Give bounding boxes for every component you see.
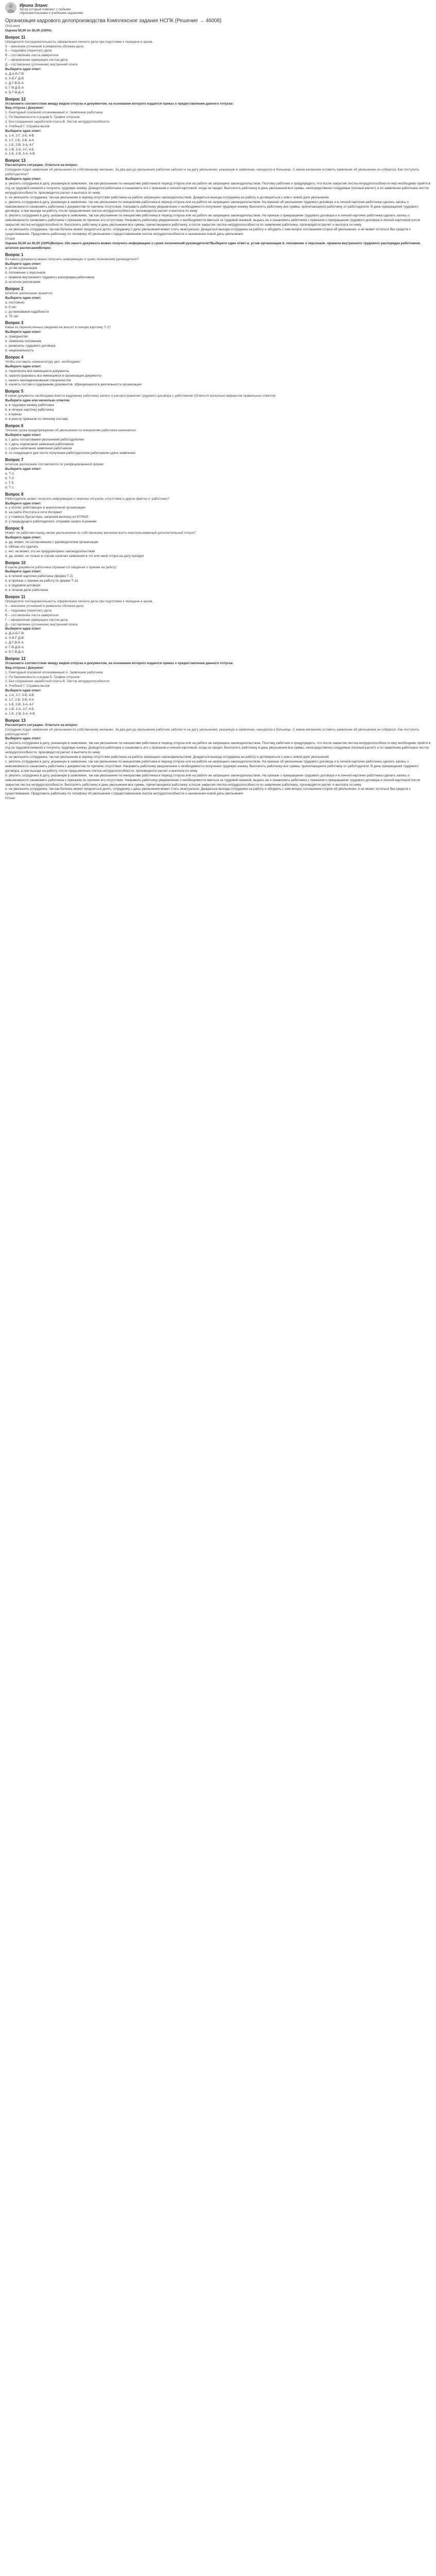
- question-text: Сотрудник подал заявление об увольнении по собственному желанию. За два дня до увольнения работник заболел и на дату увольнения, указанную в заявлении, находился в больнице. С каким желанием оставить заявление об увольнении он собрался. Как поступить работодателю?: [5, 168, 420, 177]
- question-block: [5, 718, 431, 801]
- answer-option[interactable]: d. у предыдущего работодателя, отправив запрос в режиме: [5, 520, 97, 524]
- question-title: Вопрос 2: [5, 286, 24, 292]
- question-text: 1. Ежегодный основной оплачиваемый А. Заявление работника: [5, 670, 103, 674]
- question-instruction: Рассмотрите ситуацию. Ответьте на вопрос:: [5, 723, 78, 727]
- question-text: Работодатель может получить информацию о перечне отпусков, отсутствии и других фактах о: работнике?: [5, 497, 170, 501]
- answer-option[interactable]: d. в реестр приказов по личному составу: [5, 417, 68, 421]
- question-text: В – составление листа-заверителя: [5, 613, 59, 617]
- question-block: [5, 656, 431, 717]
- choose-label: Выберите один ответ:: [5, 627, 42, 631]
- answer-option[interactable]: b. зарегистрировать все имеющиеся в организации документы: [5, 374, 102, 378]
- answer-option[interactable]: d. уволить сотрудника в дату, указанную в заявлении, так как увольнение по инициативе работника в период отпуска или на работе не запрещено законодательством. На приказе о прекращении трудового договора и в личной карточке работника сделать запись о невозможности ознакомить работника с приказом по причине его отсутствия. Направить работнику уведомление о необходимости явиться за трудовой книжкой, выдать ее и ознакомить работника с приказом о прекращении трудового договора и личной карточкой после закрытия листка нетрудоспособности. Выплатить работнику в день увольнения все суммы, причитающиеся работнику, а после закрытия листка нетрудоспособности по заявлению работника, производится расчет и выплата по нему: [5, 214, 421, 227]
- choose-label: Выберите один ответ:: [5, 262, 42, 266]
- answer-option[interactable]: b. в приказе о приеме на работу по форме Т-1а: [5, 579, 78, 583]
- question-instruction: Рассмотрите ситуацию. Ответьте на вопрос:: [5, 163, 78, 167]
- answer-option[interactable]: a. у коллег, работающих в аналогичной организации: [5, 506, 85, 510]
- question-text: Определите последовательность оформления личного дела при подготовке к передаче в архив.: [5, 599, 153, 603]
- question-text: 3. Без сохранения заработной платы В. Листок нетрудоспособности: [5, 120, 110, 124]
- question-block: [5, 252, 431, 285]
- question-title: Вопрос 12: [5, 656, 26, 661]
- question-block: [5, 320, 431, 353]
- answer-option[interactable]: d. 75 лет: [5, 314, 19, 318]
- choose-label: Выберите один ответ:: [5, 296, 42, 300]
- answer-option[interactable]: a. в трудовую книжку работника: [5, 403, 54, 408]
- answer-option[interactable]: c. правила внутреннего трудового распорядка работников: [5, 276, 94, 280]
- question-instruction: Вид отпуска / Документ: [5, 666, 44, 670]
- choose-label: Выберите один ответ:: [5, 330, 42, 334]
- answer-option[interactable]: b. семейное положение: [5, 340, 42, 344]
- answer-option[interactable]: c. Д-Г-В-Б-А: [5, 641, 24, 645]
- question-text: 1. Ежегодный основной оплачиваемый А. Заявление работника: [5, 111, 103, 115]
- question-title: Вопрос 12: [5, 96, 26, 101]
- question-text: 4. Учебный Г. Справка-вызов: [5, 125, 50, 129]
- answer-option[interactable]: c. Д-Г-В-Б-А: [5, 81, 24, 85]
- author-header: [5, 2, 431, 15]
- page: [0, 0, 436, 806]
- answer-option[interactable]: c. нет, не может, это не предусмотрено законодательством: [5, 549, 95, 553]
- question-title: Вопрос 9: [5, 526, 24, 531]
- answer-option[interactable]: d. Г-В-Д-Б-А: [5, 86, 24, 90]
- question-block: [5, 561, 431, 593]
- answer-option[interactable]: a. 1-А, 2-Г, 3-Б, 4-В: [5, 693, 34, 698]
- answer-option[interactable]: b. А-Б-Г-Д-В: [5, 76, 24, 80]
- score-line: Оценка 50,00 из 50,00 (100%): [5, 28, 51, 32]
- answer-option[interactable]: c. реквизиты трудового договора: [5, 344, 56, 348]
- answer-option[interactable]: b. обязан это сделать: [5, 545, 39, 549]
- question-title: Вопрос 11: [5, 35, 26, 40]
- answer-option[interactable]: d. 1-В, 2-А, 3-Г, 4-Б: [5, 707, 34, 711]
- question-title: Вопрос 13: [5, 158, 26, 163]
- answer-option[interactable]: c. в трудовом договоре: [5, 584, 41, 588]
- answer-option[interactable]: e. Б-Г-В-Д-А: [5, 650, 24, 654]
- question-instruction: Установите соответствие между видом отпуска и документом, на основании которого издается приказ о предоставлении данного отпуска:: [5, 661, 234, 665]
- question-text: Г – оформление нумерации листов дела: [5, 58, 68, 62]
- choose-label: Выберите один или несколько ответов:: [5, 399, 71, 403]
- answer-option[interactable]: b. 5 лет: [5, 305, 17, 309]
- answer-option[interactable]: e. 1-Б, 2-В, 3-А, 4-В: [5, 152, 35, 156]
- question-block: [5, 492, 431, 524]
- answer-option[interactable]: b. А-Б-Г-Д-В: [5, 636, 24, 640]
- answer-option[interactable]: e. не увольнять сотрудника, так как болезнь может продлиться долго, сотруднику с даты увольнения может стать неактуально. Дождаться выхода сотрудника на работу и обсудить с ним вопрос соглашения сторон об увольнении, и не может остаться без средств к существованию. Предложить работнику по телефону об увольнении с предоставлением листка нетрудоспособности и назначении новой даты увольнения: [5, 787, 411, 796]
- answer-option[interactable]: d. Г-В-Д-Б-А: [5, 646, 24, 650]
- author-info: [20, 2, 92, 15]
- question-text: Г – оформление нумерации листов дела: [5, 618, 68, 622]
- question-text: В – составление листа-заверителя: [5, 54, 59, 58]
- question-text: Какие из перечисленных сведений не вносят в личную карточку Т-2?: [5, 326, 111, 330]
- answer-option[interactable]: c. до минования надобности: [5, 310, 49, 314]
- question-text: Сотрудник подал заявление об увольнении по собственному желанию. За два дня до увольнения работник заболел и на дату увольнения, указанную в заявлении, находился в больнице. С каким желанием оставить заявление об увольнении он собрался. Как поступить работодателю?: [5, 727, 420, 736]
- question-block: [5, 35, 431, 95]
- question-text: Штатное расписание составляется по унифицированной форме:: [5, 463, 104, 467]
- question-text: А – внесение уточнений в реквизиты обложки дела: [5, 604, 84, 608]
- answer-option[interactable]: c. 1-Б, 2-В, 3-А, 4-Г: [5, 143, 34, 147]
- question-block: [5, 286, 431, 319]
- answer-option[interactable]: a. 1-А, 2-Г, 3-Б, 4-В: [5, 133, 34, 138]
- choose-label: Выберите один ответ:: [5, 689, 42, 693]
- answer-option[interactable]: c. уволить сотрудника в дату, указанную в заявлении, так как увольнение по инициативе работника в период отпуска или на работе не запрещено законодательством. На приказе об увольнении трудового договора и в личной карточке работника сделать запись о невозможности ознакомить работника с документом по причине отсутствия. Направить работнику уведомление о необходимости получения трудовую книжку. Выплатить работнику все суммы, причитающиеся работнику от работодателя. В день прекращения трудового договора, а при выходе на работу, после предъявления листка нетрудоспособности, производится расчет и выплата по нему: [5, 759, 418, 773]
- question-text: Б – подшивка (переплет) дела: [5, 49, 52, 53]
- choose-label: Выберите один ответ:: [5, 433, 42, 437]
- answer-option[interactable]: c. в приказ: [5, 412, 22, 416]
- answer-option[interactable]: c. с даты написания заявления работником: [5, 447, 72, 451]
- question-text: Определите последовательность оформления личного дела при подготовке к передаче в архив.: [5, 40, 153, 44]
- question-title: Вопрос 1: [5, 252, 24, 257]
- question-block: [5, 97, 431, 157]
- question-block: [5, 457, 431, 490]
- question-text: 2. По беременности и родам Б. График отпусков: [5, 675, 80, 679]
- question-text: Д – составление (уточнение) внутренней описи: [5, 622, 78, 626]
- question-text: В каком документе работника отражаются сведения о приеме на работу:: [5, 565, 117, 569]
- answer-option[interactable]: b. Т-3: [5, 476, 14, 480]
- question-text: А – внесение уточнений в реквизиты обложки дела: [5, 44, 84, 48]
- question-text: Б – подшивка (переплет) дела: [5, 608, 52, 613]
- feedback-text: Отзыв: [5, 236, 15, 241]
- choose-label: Выберите один ответ:: [5, 129, 42, 133]
- answer-option[interactable]: d. 1-В, 2-А, 3-Г, 4-Б: [5, 147, 34, 151]
- question-title: Вопрос 6: [5, 423, 24, 428]
- user-icon: [5, 2, 16, 13]
- answer-option[interactable]: b. 1-Г, 2-Б, 3-В, 4-А: [5, 138, 34, 142]
- answer-option[interactable]: d. Т-1: [5, 485, 14, 489]
- answer-option[interactable]: b. с даты подписания заявления работником: [5, 442, 74, 446]
- answer-option[interactable]: a. в личной карточке работника (форма Т-2): [5, 574, 73, 579]
- answer-option[interactable]: a. устав организации: [5, 266, 38, 270]
- answer-option[interactable]: a. гражданство: [5, 335, 28, 339]
- question-text: Может ли работник перед своим увольнением по собственному желанию взять неиспользованный дополнительный отпуск?: [5, 531, 196, 535]
- choose-label: Выберите один ответ:: [5, 737, 42, 741]
- answer-option[interactable]: e. не увольнять сотрудника, так как болезнь может продлиться долго, сотруднику с даты увольнения может стать неактуально. Дождаться выхода сотрудника на работу и обсудить с ним вопрос соглашения сторон об увольнении, и не может остаться без средств к существованию. Предложить работнику по телефону об увольнении с предоставлением листка нетрудоспособности и назначении новой даты увольнения: [5, 228, 411, 236]
- answer-option[interactable]: b. не увольнять сотрудника, так как увольнение в период отсутствия работника на работе запрещено законодательством. Дождаться выхода сотрудника на работу и договориться с ним о новой дате увольнения: [5, 755, 329, 759]
- answer-option[interactable]: b. положение о персонале: [5, 271, 46, 275]
- question-title: Вопрос 4: [5, 354, 24, 360]
- choose-label: Выберите один ответ:: [5, 364, 42, 368]
- choose-label: Выберите один ответ:: [5, 67, 42, 72]
- question-title: Вопрос 3: [5, 320, 24, 326]
- answer-option[interactable]: a. Д-А-Б-Г-В: [5, 632, 24, 636]
- answer-option[interactable]: c. Т-5: [5, 481, 14, 485]
- answer-option[interactable]: d. уволить сотрудника в дату, указанную в заявлении, так как увольнение по инициативе работника в период отпуска или на работе не запрещено законодательством. На приказе о прекращении трудового договора и в личной карточке работника сделать запись о невозможности ознакомить работника с приказом по причине его отсутствия. Направить работнику уведомление о необходимости явиться за трудовой книжкой, выдать ее и ознакомить работника с приказом о прекращении трудового договора и личной карточкой после закрытия листка нетрудоспособности. Выплатить работнику в день увольнения все суммы, причитающиеся работнику, а после закрытия листка нетрудоспособности по заявлению работника, производится расчет и выплата по нему: [5, 773, 421, 787]
- answer-option[interactable]: a. с даты согласования увольнения работодателем: [5, 437, 84, 442]
- answer-option[interactable]: b. в личную карточку работника: [5, 408, 54, 412]
- answer-option[interactable]: d. национальность: [5, 349, 34, 352]
- answer-option[interactable]: d. в личном деле работника: [5, 588, 48, 592]
- question-block: [5, 389, 431, 421]
- question-block: [5, 526, 431, 558]
- question-title: Вопрос 8: [5, 492, 24, 497]
- question-text: Из какого документа можно получить информацию о сроке полномочий руководителя?: [5, 257, 139, 261]
- question-instruction: Вид отпуска / Документ: [5, 106, 44, 110]
- answer-option[interactable]: a. уволить сотрудника в дату, указанную в заявлении, так как увольнение по инициативе работника в период отпуска или на работе не запрещено законодательством. Поэтому работник и предупредить, что после закрытия листка нетрудоспособности ему необходимо прийти в отд за трудовой книжкой и получить трудовую книжку. Доводится работника и ознакомить его с приказом и личной карточкой, когда он придет. Выплатить работнику в день увольнения все суммы, непосредственно следуемые (полный расчет) и по заявлению работника листок нетрудоспособности, производится расчет и выплата по нему: [5, 182, 431, 195]
- author-description: Автор который поможет с любыми образовательными и учебными заданиями: [20, 8, 83, 15]
- choose-label: Выберите один ответ:: [5, 467, 42, 471]
- choose-label: Выберите один ответ:: [5, 177, 42, 181]
- choose-label: Выберите один ответ:: [5, 570, 42, 574]
- answer-option[interactable]: c. начать нахождениеовыши специалистов: [5, 378, 71, 382]
- description-label: Описание: [5, 24, 21, 28]
- author-name[interactable]: Ирина Эланс: [20, 3, 48, 8]
- choose-label: Выберите один ответ:: [5, 536, 42, 539]
- choose-label: Выберите один ответ:: [5, 501, 42, 505]
- document-title: Организация кадрового делопроизводства Комплексное задание НСПК (Решение → 46008): [5, 18, 222, 24]
- question-list: [5, 35, 431, 802]
- question-title: Вопрос 13: [5, 718, 26, 723]
- question-text: 3. Без сохранения заработной платы В. Листок нетрудоспособности: [5, 680, 110, 684]
- answer-option[interactable]: c. уволить сотрудника в дату, указанную в заявлении, так как увольнение по инициативе работника в период отпуска или на работе не запрещено законодательством. На приказе об увольнении трудового договора и в личной карточке работника сделать запись о невозможности ознакомить работника с документом по причине отсутствия. Направить работнику уведомление о необходимости получения трудовую книжку. Выплатить работнику все суммы, причитающиеся работнику от работодателя. В день прекращения трудового договора, а при выходе на работу, после предъявления листка нетрудоспособности, производится расчет и выплата по нему: [5, 200, 418, 213]
- answer-option[interactable]: a. постоянно: [5, 300, 25, 304]
- answer-option[interactable]: d. штатное расписание: [5, 280, 41, 284]
- answer-option[interactable]: a. да, может, по согласованию с руководителем организации: [5, 540, 98, 544]
- question-block: [5, 158, 431, 250]
- question-block: [5, 423, 431, 456]
- question-instruction: Установите соответствие между видом отпуска и документом, на основании которого издается приказ о предоставлении данного отпуска:: [5, 101, 234, 106]
- question-text: 2. По беременности и родам Б. График отпусков: [5, 115, 80, 120]
- question-block: [5, 595, 431, 655]
- answer-option[interactable]: b. не увольнять сотрудника, так как увольнение в период отсутствия работника на работе запрещено законодательством. Дождаться выхода сотрудника на работу и договориться с ним о новой дате увольнения: [5, 195, 329, 199]
- answer-option[interactable]: a. переписать все имеющиеся документы: [5, 369, 69, 373]
- answer-option[interactable]: e. Б-Г-В-Д-А: [5, 90, 24, 94]
- answer-option[interactable]: e. 1-Б, 2-В, 3-А, 4-В: [5, 711, 35, 716]
- question-text: Д – составление (уточнение) внутренней описи: [5, 63, 78, 67]
- question-title: Вопрос 5: [5, 389, 24, 394]
- question-title: Вопрос 11: [5, 594, 26, 599]
- answer-option[interactable]: c. 1-Б, 2-В, 3-А, 4-Г: [5, 703, 34, 706]
- answer-option[interactable]: a. уволить сотрудника в дату, указанную в заявлении, так как увольнение по инициативе работника в период отпуска или на работе не запрещено законодательством. Поэтому работник и предупредить, что после закрытия листка нетрудоспособности ему необходимо прийти в отд за трудовой книжкой и получить трудовую книжку. Доводится работника и ознакомить его с приказом и личной карточкой, когда он придет. Выплатить работнику в день увольнения все суммы, непосредственно следуемые (полный расчет) и по заявлению работника листок нетрудоспособности, производится расчет и выплата по нему: [5, 741, 431, 755]
- answer-option[interactable]: a. Д-А-Б-Г-В: [5, 72, 24, 76]
- question-block: [5, 355, 431, 387]
- question-title: Вопрос 7: [5, 457, 24, 463]
- feedback-text: Оценка 50,00 из 50,00 (100%)Вопрос 1Из какого документа можно получить информацию о сроке полномочий руководителя?Выберите один ответ:a. устав организации b. положение о персонале. правила внутреннего трудового распорядка работников. штатное расписаниеВопрос: [5, 241, 421, 250]
- feedback-text: Отзыв: [5, 796, 15, 801]
- question-text: 4. Учебный Г. Справка-вызов: [5, 684, 50, 688]
- answer-option[interactable]: b. 1-Г, 2-Б, 3-В, 4-А: [5, 698, 34, 702]
- question-text: Штатное расписание хранится:: [5, 292, 53, 296]
- avatar[interactable]: [5, 2, 16, 13]
- answer-option[interactable]: d. да, может, но только в случае наличия заявления в тот или иной отпуск на дату пройдет: [5, 554, 144, 558]
- answer-option[interactable]: b. на сайте Росстата в сети Интернет: [5, 511, 62, 515]
- answer-option[interactable]: d. изучить состав и содержание документов, образующихся в деятельности организации: [5, 383, 142, 387]
- question-text: В какие документы необходимо внести кадровому работнику записи о распространении трудового договора с работником (Отметьте несколько вариантов правильных ответов):: [5, 394, 276, 398]
- question-text: Течение срока предупреждения об увольнении по инициативе работника начинается:: [5, 428, 137, 432]
- question-title: Вопрос 10: [5, 560, 26, 565]
- question-text: Чтобы составить номенклатуру дел, необходимо:: [5, 360, 81, 364]
- answer-option[interactable]: a. Т-2: [5, 472, 14, 476]
- answer-option[interactable]: d. со следующего дня после получения работодателем работником сдачи заявления: [5, 451, 135, 455]
- answer-option[interactable]: c. у главного бухгалтера, запросив выписку из ЕГРЮЛ: [5, 515, 89, 519]
